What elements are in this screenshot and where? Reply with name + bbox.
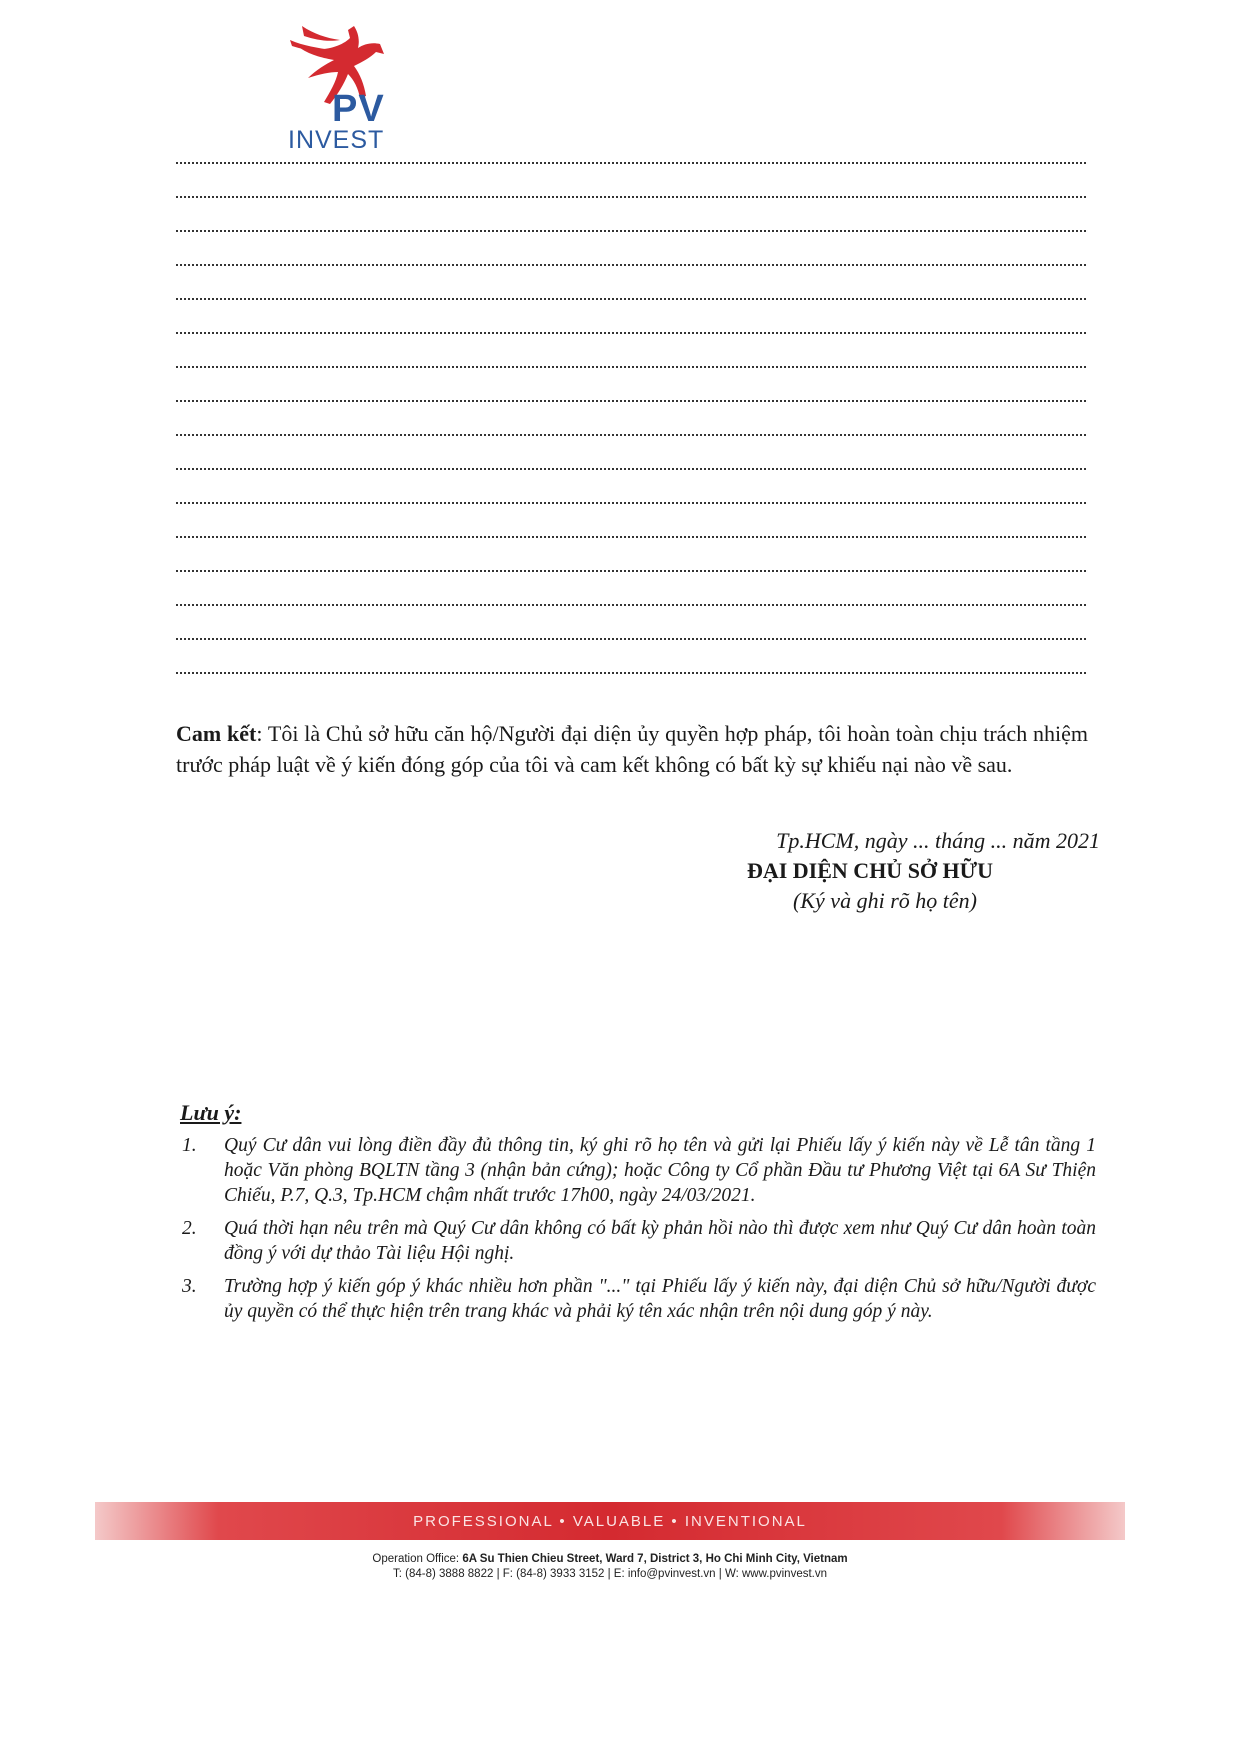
note-number: 3. <box>182 1276 197 1297</box>
notes-section <box>176 1100 1096 1332</box>
dotted-line <box>176 300 1086 334</box>
signature-date: Tp.HCM, ngày ... tháng ... năm 2021 <box>776 828 1100 853</box>
signature-block <box>640 826 1100 916</box>
dotted-line <box>176 198 1086 232</box>
dotted-line <box>176 470 1086 504</box>
company-logo <box>270 18 410 154</box>
logo-pv-text: PV <box>332 88 385 130</box>
footer-contacts-line: T: (84-8) 3888 8822 | F: (84-8) 3933 3152 | E: info@pvinvest.vn | W: www.pvinvest.vn <box>393 1568 827 1580</box>
dotted-line <box>176 334 1086 368</box>
commitment-text: : Tôi là Chủ sở hữu căn hộ/Người đại diện ủy quyền hợp pháp, tôi hoàn toàn chịu trách nhiệm trước pháp luật về ý kiến đóng góp của tôi và cam kết không có bất kỳ sự khiếu nại nào về sau. <box>176 721 1088 777</box>
signature-representative: ĐẠI DIỆN CHỦ SỞ HỮU <box>746 858 994 883</box>
dotted-line <box>176 436 1086 470</box>
note-text: Quý Cư dân vui lòng điền đầy đủ thông tin, ký ghi rõ họ tên và gửi lại Phiếu lấy ý kiến này về Lễ tân tầng 1 hoặc Văn phòng BQLTN tầng 3 (nhận bản cứng); hoặc Công ty Cổ phần Đầu tư Phương Việt tại 6A Sư Thiện Chiếu, P.7, Q.3, Tp.HCM chậm nhất trước 17h00, ngày 24/03/2021. <box>224 1135 1096 1206</box>
note-item <box>176 1216 1096 1266</box>
dotted-line <box>176 606 1086 640</box>
dotted-line <box>176 640 1086 674</box>
dotted-line <box>176 402 1086 436</box>
notes-list <box>176 1133 1096 1324</box>
note-item <box>176 1274 1096 1324</box>
comment-lines <box>176 158 1086 674</box>
footer-office-label: Operation Office: <box>372 1553 460 1565</box>
dotted-line <box>176 572 1086 606</box>
signature-instruction: (Ký và ghi rõ họ tên) <box>793 888 977 913</box>
dotted-line <box>176 368 1086 402</box>
note-item <box>176 1133 1096 1208</box>
note-text: Trường hợp ý kiến góp ý khác nhiều hơn phần "..." tại Phiếu lấy ý kiến này, đại diện Chủ sở hữu/Người được ủy quyền có thể thực hiện trên trang khác và phải ký tên xác nhận trên nội dung góp ý này. <box>224 1276 1096 1322</box>
commitment-paragraph <box>176 718 1088 780</box>
note-number: 2. <box>182 1218 197 1239</box>
footer-office-line <box>95 1552 1125 1567</box>
footer-office-address: 6A Su Thien Chieu Street, Ward 7, District 3, Ho Chi Minh City, Vietnam <box>462 1553 848 1565</box>
dotted-line <box>176 538 1086 572</box>
note-number: 1. <box>182 1135 197 1156</box>
dotted-line <box>176 164 1086 198</box>
dotted-line <box>176 232 1086 266</box>
footer-contact <box>95 1552 1125 1582</box>
commitment-label: Cam kết <box>176 721 257 746</box>
logo-invest-text: INVEST <box>288 126 385 154</box>
footer-band <box>95 1502 1125 1540</box>
footer-tagline: PROFESSIONAL • VALUABLE • INVENTIONAL <box>413 1512 807 1530</box>
dotted-line <box>176 504 1086 538</box>
notes-title: Lưu ý: <box>180 1100 242 1125</box>
dotted-line <box>176 266 1086 300</box>
note-text: Quá thời hạn nêu trên mà Quý Cư dân không có bất kỳ phản hồi nào thì được xem như Quý Cư dân hoàn toàn đồng ý với dự thảo Tài liệu Hội nghị. <box>224 1218 1096 1264</box>
